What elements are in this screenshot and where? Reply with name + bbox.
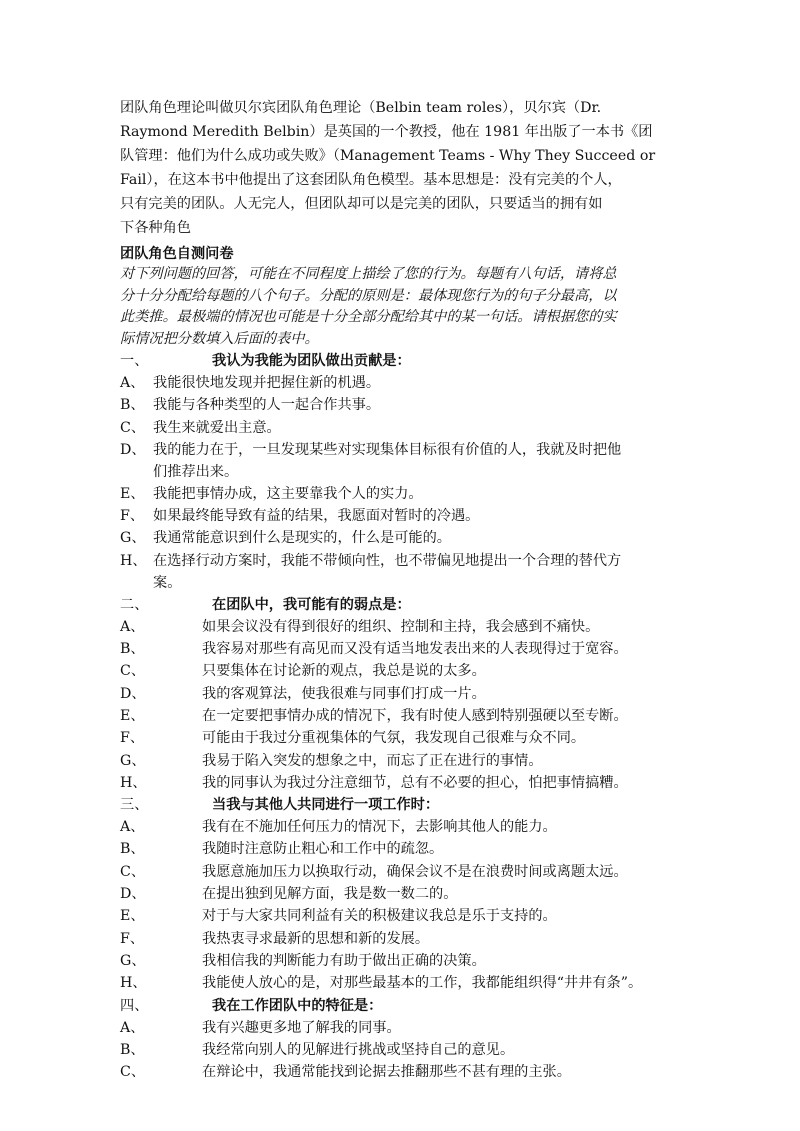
item-key: D、 xyxy=(120,441,146,458)
item-text: 我易于陷入突发的想象之中，而忘了正在进行的事情。 xyxy=(202,752,543,769)
instruction-line: 此类推。最极端的情况也可能是十分全部分配给其中的某一句话。请根据您的实 xyxy=(120,309,617,325)
item-text: 如果最终能导致有益的结果，我愿面对暂时的冷遇。 xyxy=(153,508,480,525)
item-key: B、 xyxy=(120,397,145,414)
item-text: 在提出独到见解方面，我是数一数二的。 xyxy=(202,886,458,903)
item-text: 我经常向别人的见解进行挑战或坚持自己的意见。 xyxy=(202,1041,515,1058)
item-text: 我相信我的判断能力有助于做出正确的决策。 xyxy=(202,952,486,969)
item-text: 在一定要把事情办成的情况下，我有时使人感到特别强硬以至专断。 xyxy=(202,707,628,724)
list-item xyxy=(120,905,682,927)
item-text: 我能很快地发现并把握住新的机遇。 xyxy=(153,375,381,391)
section-title: 当我与其他人共同进行一项工作时： xyxy=(212,797,440,814)
item-text: 只要集体在讨论新的观点，我总是说的太多。 xyxy=(202,663,486,680)
item-key: E、 xyxy=(120,707,145,724)
instruction-line: 对下列问题的回答，可能在不同程度上描绘了您的行为。每题有八句话，请将总 xyxy=(120,266,617,282)
intro-paragraph xyxy=(120,96,682,240)
list-item xyxy=(120,838,682,860)
item-text: 对于与大家共同利益有关的积极建议我总是乐于支持的。 xyxy=(202,908,557,925)
item-text: 在选择行动方案时，我能不带倾向性，也不带偏见地提出一个合理的替代方 xyxy=(153,552,622,569)
list-item xyxy=(120,483,682,505)
intro-line: Fail），在这本书中他提出了这套团队角色模型。基本思想是：没有完美的个人， xyxy=(120,172,622,188)
instruction-paragraph xyxy=(120,264,682,350)
item-key: C、 xyxy=(120,863,146,880)
item-text-cont: 案。 xyxy=(153,574,182,591)
item-text: 我通常能意识到什么是现实的，什么是可能的。 xyxy=(153,530,451,547)
section-title: 我在工作团队中的特征是： xyxy=(212,997,383,1014)
list-item xyxy=(120,527,682,549)
intro-line: 只有完美的团队。人无完人，但团队却可以是完美的团队，只要适当的拥有如 xyxy=(120,196,603,212)
item-text-cont: 们推荐出来。 xyxy=(153,463,239,480)
item-key: G、 xyxy=(120,752,146,769)
item-key: A、 xyxy=(120,819,145,836)
item-key: D、 xyxy=(120,685,146,702)
item-text: 我的客观算法，使我很难与同事们打成一片。 xyxy=(202,685,486,702)
section-heading xyxy=(120,995,682,1017)
list-item xyxy=(120,928,682,950)
list-item xyxy=(120,439,682,483)
item-key: H、 xyxy=(120,774,147,791)
list-item xyxy=(120,550,682,594)
list-item xyxy=(120,816,682,838)
item-text: 如果会议没有得到很好的组织、控制和主持，我会感到不痛快。 xyxy=(202,618,600,635)
list-item xyxy=(120,972,682,994)
item-key: C、 xyxy=(120,419,146,436)
section-items xyxy=(120,616,682,794)
list-item xyxy=(120,727,682,749)
item-key: F、 xyxy=(120,730,145,747)
section-number: 一、 xyxy=(120,353,149,369)
list-item xyxy=(120,750,682,772)
section-number: 四、 xyxy=(120,997,149,1014)
intro-line: 队管理：他们为什么成功或失败》（Management Teams - Why They Succeed or xyxy=(120,148,656,164)
list-item xyxy=(120,1039,682,1061)
item-key: F、 xyxy=(120,508,145,525)
intro-line: 团队角色理论叫做贝尔宾团队角色理论（Belbin team roles），贝尔宾（Dr. xyxy=(120,100,602,116)
item-key: H、 xyxy=(120,975,147,992)
item-key: B、 xyxy=(120,841,145,858)
item-key: F、 xyxy=(120,930,145,947)
item-text: 我随时注意防止粗心和工作中的疏忽。 xyxy=(202,841,444,858)
item-text: 可能由于我过分重视集体的气氛，我发现自己很难与众不同。 xyxy=(202,730,586,747)
document-page xyxy=(120,96,682,1083)
section-number: 二、 xyxy=(120,596,149,613)
item-text: 我有在不施加任何压力的情况下，去影响其他人的能力。 xyxy=(202,819,557,836)
section-title: 在团队中，我可能有的弱点是： xyxy=(212,596,411,613)
list-item xyxy=(120,417,682,439)
instruction-line: 际情况把分数填入后面的表中。 xyxy=(120,330,319,347)
item-text: 我生来就爱出主意。 xyxy=(153,419,281,436)
list-item xyxy=(120,372,682,394)
item-text: 我有兴趣更多地了解我的同事。 xyxy=(202,1019,401,1036)
section-number: 三、 xyxy=(120,797,149,814)
item-text: 我愿意施加压力以换取行动，确保会议不是在浪费时间或离题太远。 xyxy=(202,863,628,880)
item-text: 我热衷寻求最新的思想和新的发展。 xyxy=(202,930,430,947)
section-heading xyxy=(120,594,682,616)
item-text: 我能与各种类型的人一起合作共事。 xyxy=(153,397,381,414)
item-key: G、 xyxy=(120,952,146,969)
item-text: 在辩论中，我通常能找到论据去推翻那些不甚有理的主张。 xyxy=(202,1064,571,1081)
list-item xyxy=(120,705,682,727)
list-item xyxy=(120,660,682,682)
item-key: B、 xyxy=(120,1041,145,1058)
list-item xyxy=(120,772,682,794)
item-key: C、 xyxy=(120,1064,146,1081)
item-text: 我能把事情办成，这主要靠我个人的实力。 xyxy=(153,485,423,502)
list-item xyxy=(120,861,682,883)
section-items xyxy=(120,372,682,594)
section-items xyxy=(120,816,682,994)
item-key: E、 xyxy=(120,485,145,502)
intro-line: 下各种角色 xyxy=(120,220,191,236)
list-item xyxy=(120,950,682,972)
list-item xyxy=(120,638,682,660)
item-text: 我的同事认为我过分注意细节，总有不必要的担心，怕把事情搞糟。 xyxy=(202,774,628,791)
list-item xyxy=(120,505,682,527)
item-key: G、 xyxy=(120,530,146,547)
item-text: 我能使人放心的是，对那些最基本的工作，我都能组织得“井井有条”。 xyxy=(202,975,643,992)
list-item xyxy=(120,616,682,638)
item-key: A、 xyxy=(120,375,145,391)
list-item xyxy=(120,394,682,416)
questionnaire-title: 团队角色自测问卷 xyxy=(120,246,234,262)
section-heading xyxy=(120,350,682,372)
item-key: D、 xyxy=(120,886,146,903)
item-text: 我容易对那些有高见而又没有适当地发表出来的人表现得过于宽容。 xyxy=(202,641,628,658)
item-key: A、 xyxy=(120,1019,145,1036)
list-item xyxy=(120,1061,682,1083)
item-key: B、 xyxy=(120,641,145,658)
list-item xyxy=(120,1017,682,1039)
item-text: 我的能力在于，一旦发现某些对实现集体目标很有价值的人，我就及时把他 xyxy=(153,441,622,458)
instruction-line: 分十分分配给每题的八个句子。分配的原则是：最体现您行为的句子分最高，以 xyxy=(120,287,617,304)
list-item xyxy=(120,883,682,905)
section-items xyxy=(120,1017,682,1084)
item-key: C、 xyxy=(120,663,146,680)
item-key: E、 xyxy=(120,908,145,925)
section-heading xyxy=(120,794,682,816)
list-item xyxy=(120,683,682,705)
item-key: A、 xyxy=(120,618,145,635)
section-title: 我认为我能为团队做出贡献是： xyxy=(212,353,411,369)
item-key: H、 xyxy=(120,552,147,569)
intro-line: Raymond Meredith Belbin）是英国的一个教授，他在 1981 年出版了一本书《团 xyxy=(120,124,653,140)
